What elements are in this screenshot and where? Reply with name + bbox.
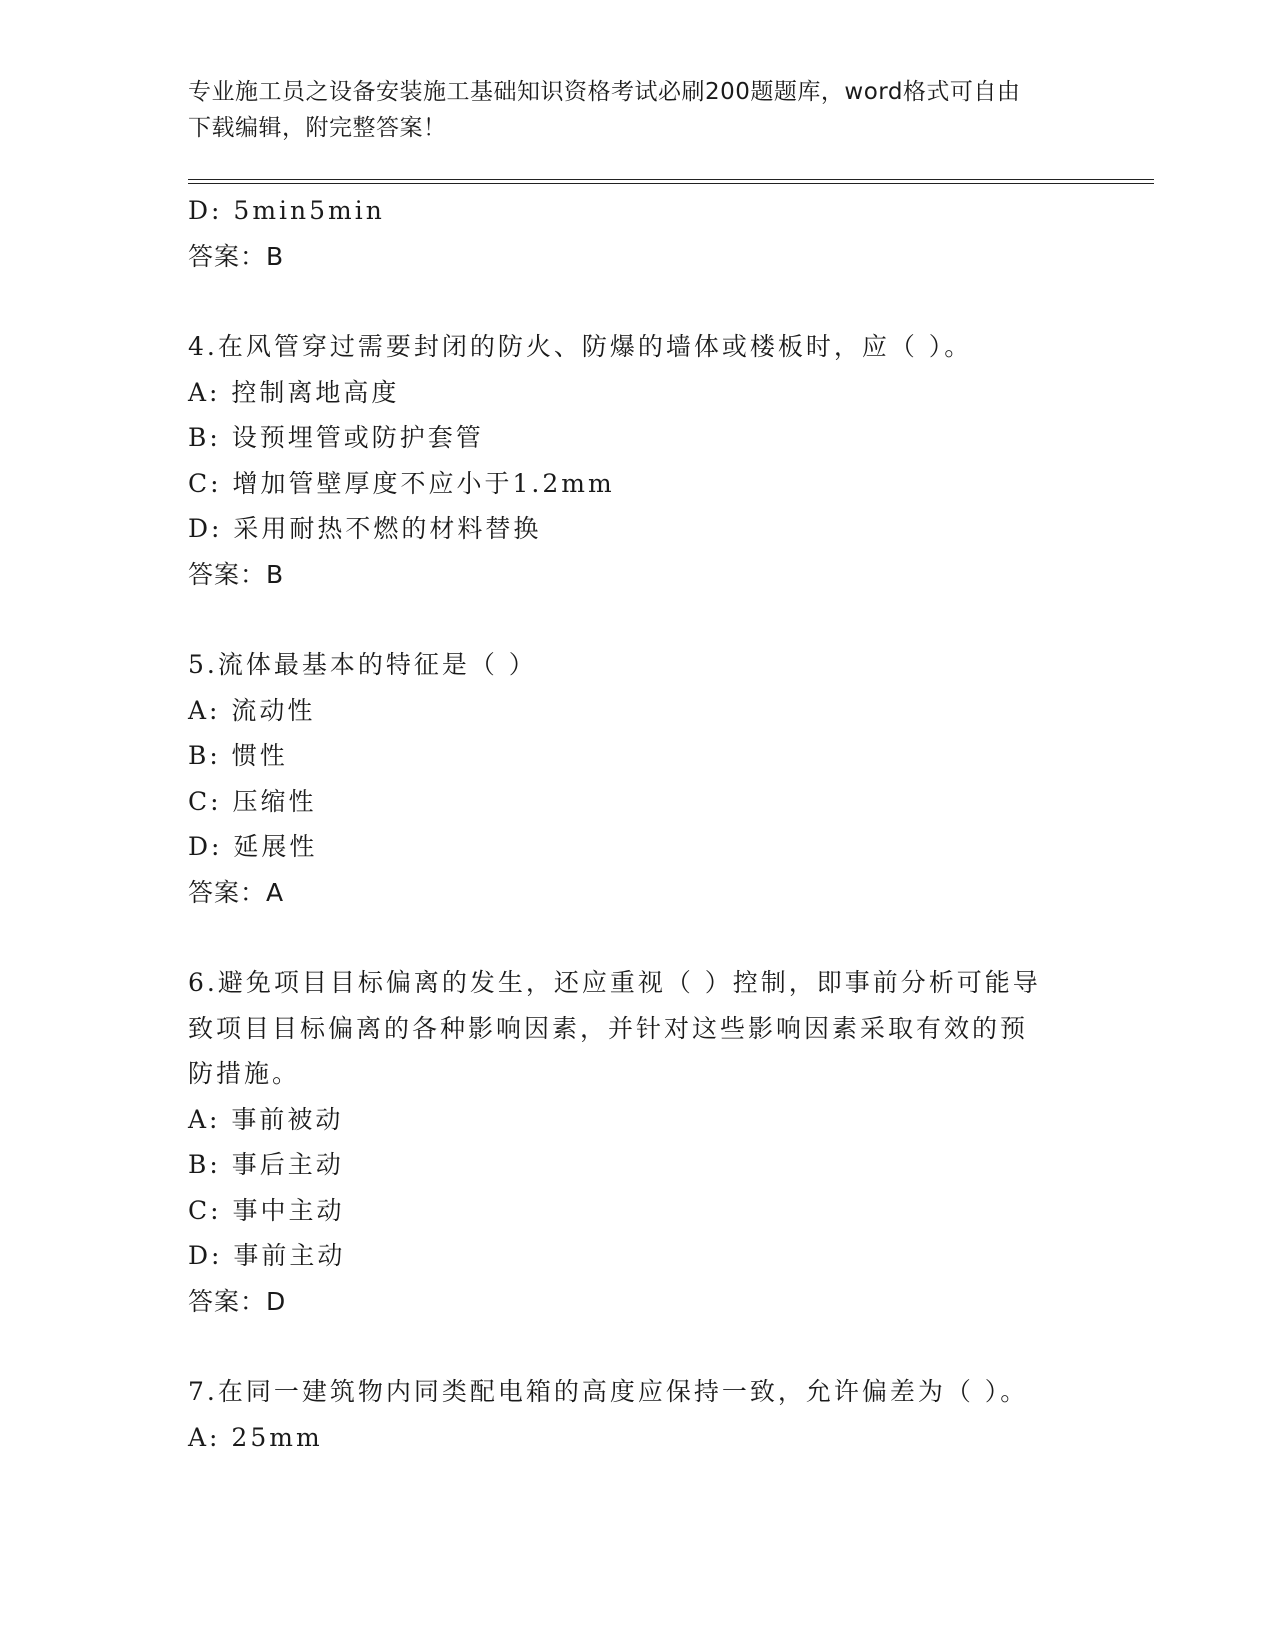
option-b: B: 设预埋管或防护套管 [188,423,484,452]
answer: 答案：D [188,1286,287,1316]
question-stem-line-1: 6.避免项目目标偏离的发生，还应重视（ ）控制，即事前分析可能导 [188,968,1041,997]
header-line-2: 下载编辑，附完整答案！ [188,115,447,141]
question-stem-line-3: 防措施。 [188,1059,301,1088]
header-line-1: 专业施工员之设备安装施工基础知识资格考试必刷200题题库，word格式可自由 [188,79,1021,105]
option-d: D: 延展性 [188,832,318,861]
question-list [188,188,1088,1460]
question-stem-line-2: 致项目目标偏离的各种影响因素，并针对这些影响因素采取有效的预 [188,1013,1029,1043]
option-b: B: 事后主动 [188,1150,344,1179]
header-divider-bottom [188,183,1154,184]
option-d: D: 事前主动 [188,1241,346,1270]
spacer [188,597,1088,642]
option-b: B: 惯性 [188,741,288,770]
option-c: C: 增加管壁厚度不应小于1.2mm [188,468,615,498]
question-stem: 4.在风管穿过需要封闭的防火、防爆的墙体或楼板时，应（ ）。 [188,332,973,361]
answer: 答案：B [188,559,285,589]
option-a: A: 事前被动 [188,1104,344,1134]
option-c: C: 压缩性 [188,786,317,816]
option-a: A: 25mm [188,1422,323,1452]
answer: 答案：A [188,877,285,907]
document-header [188,74,1088,146]
question-stem: 7.在同一建筑物内同类配电箱的高度应保持一致，允许偏差为（ ）。 [188,1377,1029,1406]
option-d: D: 5min5min [188,196,385,225]
answer: 答案：B [188,241,285,271]
option-c: C: 事中主动 [188,1195,345,1225]
spacer [188,279,1088,324]
header-divider-top [188,179,1154,180]
option-a: A: 控制离地高度 [188,377,400,407]
option-a: A: 流动性 [188,695,316,725]
option-d: D: 采用耐热不燃的材料替换 [188,514,542,543]
question-stem: 5.流体最基本的特征是（ ） [188,650,537,679]
spacer [188,1324,1088,1369]
spacer [188,915,1088,960]
